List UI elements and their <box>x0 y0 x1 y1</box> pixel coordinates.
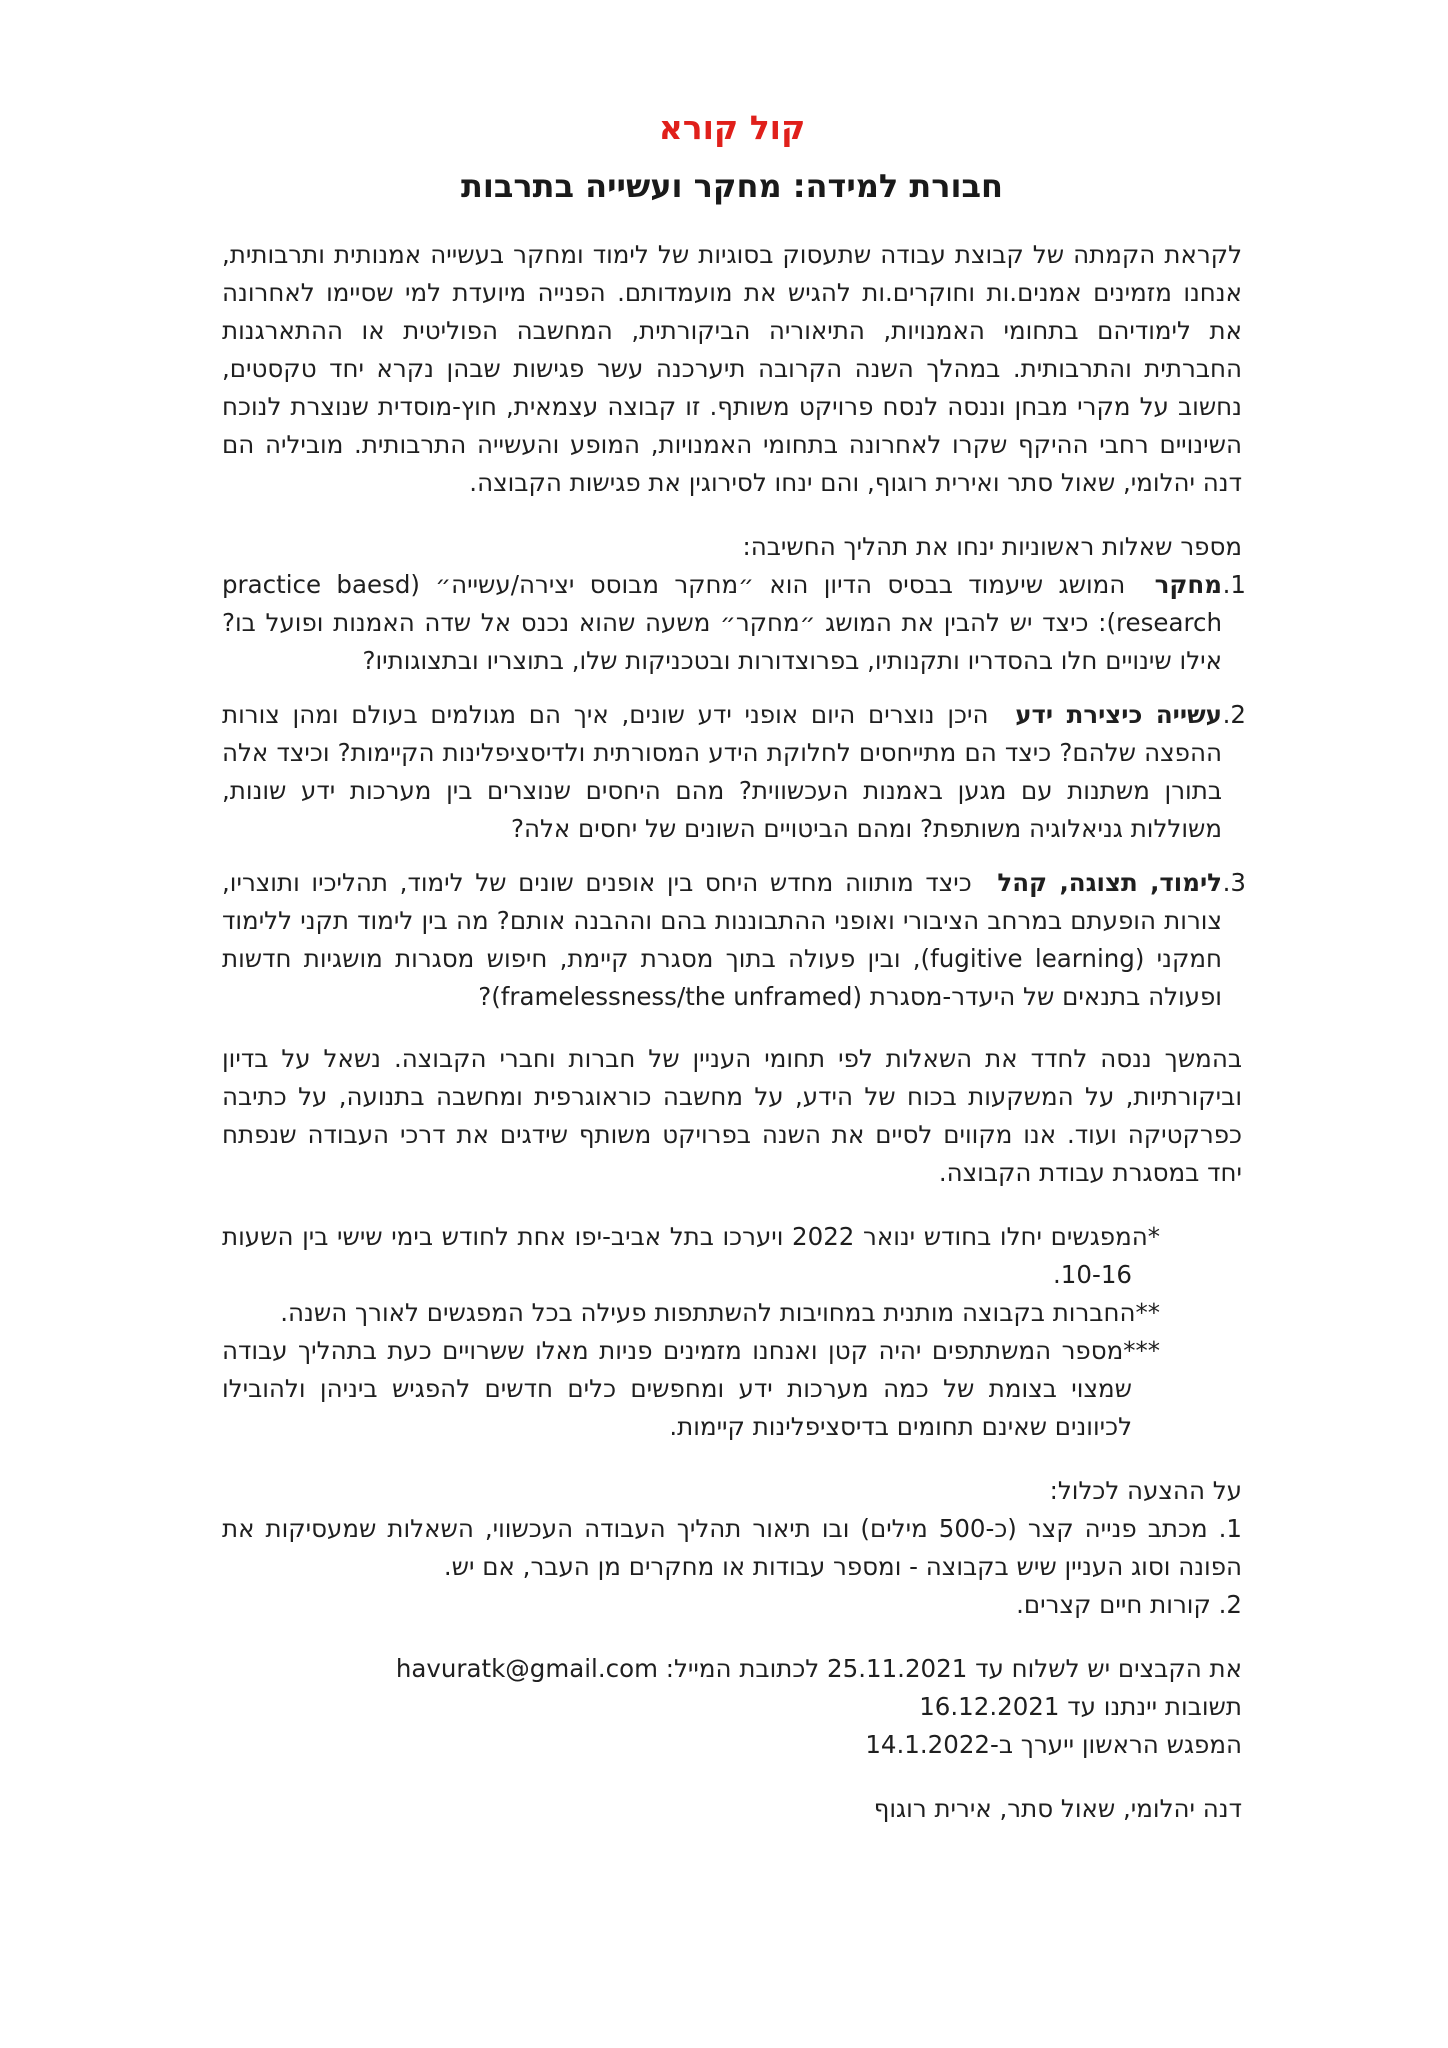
question-number: 3. <box>1222 867 1246 897</box>
contact-line: את הקבצים יש לשלוח עד 25.11.2021 לכתובת המייל: havuratk@gmail.com <box>395 1653 1242 1683</box>
contact-line: תשובות יינתנו עד 16.12.2021 <box>919 1691 1242 1721</box>
notes-section <box>222 1218 1242 1446</box>
continuation-section <box>222 1040 1242 1192</box>
submission-item: 1. מכתב פנייה קצר (כ-500 מילים) ובו תיאור תהליך העבודה העכשווי, השאלות שמעסיקות את הפונה וסוג העניין שיש בקבוצה - ומספר עבודות או מחקרים מן העבר, אם יש. <box>222 1513 1242 1581</box>
questions-intro: מספר שאלות ראשוניות ינחו את תהליך החשיבה: <box>742 531 1242 561</box>
contact-section <box>222 1650 1242 1764</box>
signature: דנה יהלומי, שאול סתר, אירית רוגוף <box>873 1793 1242 1823</box>
intro-paragraph: לקראת הקמתה של קבוצת עבודה שתעסוק בסוגיות של לימוד ומחקר בעשייה אמנותית ותרבותית, אנחנו מזמינים אמנים.ות וחוקרים.ות להגיש את מועמדותם. הפנייה מיועדת למי שסיימו לאחרונה את לימודיהם בתחומי האמנויות, התיאוריה הביקורתית, המחשבה הפוליטית או ההתארגנות החברתית והתרבותית. במהלך השנה הקרובה תיערכנה עשר פגישות שבהן נקרא יחד טקסטים, נחשוב על מקרי מבחן וננסה לנסח פרויקט משותף. זו קבוצה עצמאית, חוץ-מוסדית שנוצרת לנוכח השינויים רחבי ההיקף שקרו לאחרונה בתחומי האמנויות, המופע והעשייה התרבותית. מוביליה הם דנה יהלומי, שאול סתר ואירית רוגוף, והם ינחו לסירוגין את פגישות הקבוצה. <box>222 239 1242 497</box>
question-lead: מחקר <box>1154 569 1222 599</box>
question-lead: עשייה כיצירת ידע <box>1015 699 1222 729</box>
question-item <box>222 696 1246 848</box>
continuation-paragraph: בהמשך ננסה לחדד את השאלות לפי תחומי העניין של חברות וחברי הקבוצה. נשאל על בדיון וביקורתיות, על המשקעות בכוח של הידע, על מחשבה כוראוגרפית ומחשבה בתנועה, על כתיבה כפרקטיקה ועוד. אנו מקווים לסיים את השנה בפרויקט משותף שידגים את דרכי העבודה שנפתח יחד במסגרת עבודת הקבוצה. <box>222 1043 1242 1187</box>
questions-list <box>222 566 1246 1016</box>
note-item: **החברות בקבוצה מותנית במחויבות להשתתפות פעילה בכל המפגשים לאורך השנה. <box>280 1297 1160 1327</box>
submission-section <box>222 1472 1242 1624</box>
question-item <box>222 566 1246 680</box>
intro-section <box>222 236 1242 502</box>
question-text: המושג שיעמוד בבסיס הדיון הוא ״מחקר מבוסס יצירה/עשייה״ (practice baesd research): כיצד יש להבין את המושג ״מחקר״ משעה שהוא נכנס אל שדה האמנות ופועל בו? אילו שינויים חלו בהסדריו ותקנותיו, בפרוצדורות ובטכניקות שלו, בתוצריו ובתצוגותיו? <box>222 569 1222 675</box>
question-number: 2. <box>1222 699 1246 729</box>
submission-heading: על ההצעה לכלול: <box>1049 1475 1242 1505</box>
document-title: חבורת למידה: מחקר ועשייה בתרבות <box>460 166 1004 205</box>
question-text: כיצד מותווה מחדש היחס בין אופנים שונים של לימוד, תהליכיו ותוצריו, צורות הופעתם במרחב הציבורי ואופני ההתבוננות בהם וההבנה אותם? מה בין לימוד תקני ללימוד חמקני (fugitive learning), ובין פעולה בתוך מסגרת קיימת, חיפוש מסגרות מושגיות חדשות ופעולה בתנאים של היעדר-מסגרת (framelessness/the unframed)? <box>222 867 1222 1011</box>
submission-item: 2. קורות חיים קצרים. <box>1016 1589 1242 1619</box>
question-number: 1. <box>1222 569 1246 599</box>
note-item: *המפגשים יחלו בחודש ינואר 2022 ויערכו בתל אביב-יפו אחת לחודש בימי שישי בין השעות 10-16. <box>222 1221 1160 1289</box>
question-item <box>222 864 1246 1016</box>
question-text: היכן נוצרים היום אופני ידע שונים, איך הם מגולמים בעולם ומהן צורות ההפצה שלהם? כיצד הם מתייחסים לחלוקת הידע המסורתית ולדיסציפלינות הקיימות? וכיצד אלה בתורן משתנות עם מגען באמנות העכשווית? מהם היחסים שנוצרים בין מערכות ידע שונות, משוללות גניאלוגיה משותפת? ומהם הביטויים השונים של יחסים אלה? <box>222 699 1222 843</box>
note-item: ***מספר המשתתפים יהיה קטן ואנחנו מזמינים פניות מאלו ששרויים כעת בתהליך עבודה שמצוי בצומת של כמה מערכות ידע ומחפשים כלים חדשים להפגיש ביניהן ולהובילו לכיוונים שאינם תחומים בדיסציפלינות קיימות. <box>222 1335 1160 1441</box>
contact-line: המפגש הראשון ייערך ב-14.1.2022 <box>865 1729 1242 1759</box>
call-for-applications-heading: קול קורא <box>658 108 806 147</box>
question-lead: לימוד, תצוגה, קהל <box>997 867 1222 897</box>
